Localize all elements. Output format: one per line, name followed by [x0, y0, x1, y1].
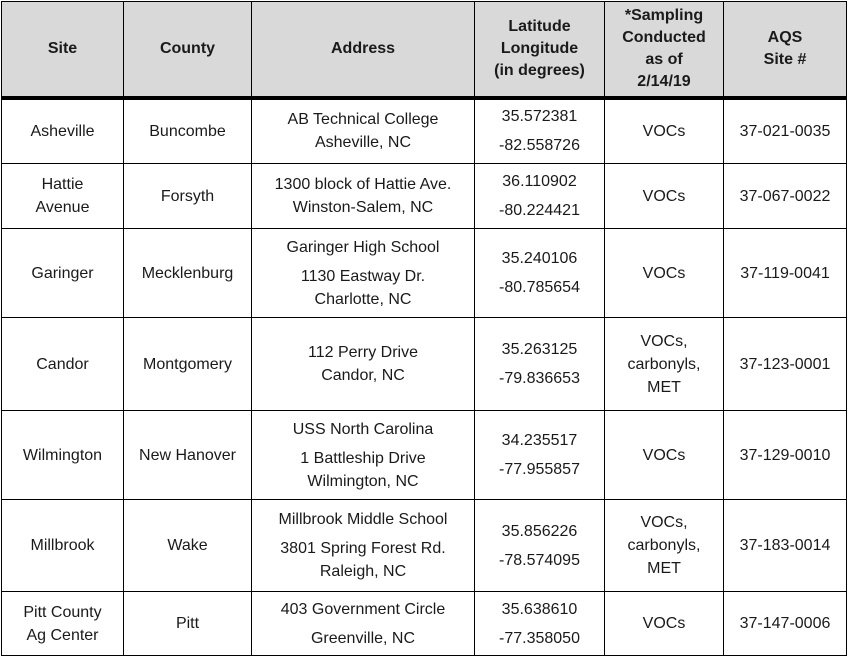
sampling-cell — [605, 500, 724, 592]
sampling-item: VOCs — [642, 446, 686, 464]
sampling-item: VOCs — [642, 615, 686, 632]
header-site: Site — [2, 2, 124, 98]
address-line: 403 Government Circle — [280, 600, 446, 618]
header-sampling — [605, 2, 724, 98]
longitude: -77.955857 — [499, 461, 580, 478]
latitude: 34.235517 — [501, 432, 578, 449]
coordinates-cell — [475, 164, 605, 229]
coordinates-cell — [475, 318, 605, 411]
site-cell — [2, 229, 124, 318]
site-name: Avenue — [35, 199, 90, 216]
sampling-item: MET — [647, 378, 681, 396]
county-cell: Buncombe — [124, 98, 252, 164]
site-name: Ag Center — [26, 626, 99, 644]
header-lat-lon — [475, 2, 605, 98]
address-line: 1130 Eastway Dr. — [300, 267, 426, 285]
site-cell — [2, 98, 124, 164]
county-cell: Mecklenburg — [124, 229, 252, 318]
latitude: 36.110902 — [502, 173, 577, 190]
latitude: 35.638610 — [501, 600, 578, 618]
site-cell — [2, 164, 124, 229]
table-row — [2, 592, 847, 656]
sampling-cell — [605, 411, 724, 500]
address-line: Candor, NC — [321, 367, 405, 384]
sampling-item: carbonyls, — [627, 355, 701, 373]
longitude: -82.558726 — [499, 137, 580, 155]
sampling-item: VOCs — [642, 122, 686, 140]
aqs-cell: 37-119-0041 — [724, 229, 847, 318]
site-name: Pitt County — [23, 603, 102, 621]
site-name: Millbrook — [30, 537, 95, 554]
header-row — [2, 2, 847, 98]
address-line: Asheville, NC — [314, 134, 412, 152]
longitude: -77.358050 — [499, 629, 580, 647]
county-cell: Montgomery — [124, 318, 252, 411]
sampling-cell — [605, 98, 724, 164]
sampling-item: VOCs, — [640, 332, 688, 350]
table-row — [2, 229, 847, 318]
address-cell — [252, 500, 475, 592]
header-sampling-line: 2/14/19 — [637, 72, 691, 90]
address-line: 1 Battleship Drive — [300, 449, 426, 467]
latitude: 35.240106 — [501, 250, 578, 267]
header-address: Address — [252, 2, 475, 98]
header-aqs-line: AQS — [767, 28, 803, 46]
address-line: Raleigh, NC — [319, 563, 407, 580]
coordinates-cell — [475, 98, 605, 164]
site-cell — [2, 500, 124, 592]
site-cell — [2, 592, 124, 656]
site-name: Hattie — [41, 176, 84, 193]
sampling-cell — [605, 229, 724, 318]
aqs-cell: 37-123-0001 — [724, 318, 847, 411]
address-line: Millbrook Middle School — [278, 511, 448, 528]
aqs-cell: 37-067-0022 — [724, 164, 847, 229]
county-cell: Forsyth — [124, 164, 252, 229]
header-county: County — [124, 2, 252, 98]
site-cell — [2, 318, 124, 411]
header-sampling-line: as of — [645, 50, 683, 68]
county-cell: Pitt — [124, 592, 252, 656]
header-lat-lon-line: Longitude — [500, 39, 579, 57]
aqs-cell: 37-183-0014 — [724, 500, 847, 592]
latitude: 35.263125 — [501, 341, 578, 358]
table-header — [2, 2, 847, 98]
address-cell — [252, 229, 475, 318]
header-sampling-line: Conducted — [622, 28, 706, 46]
address-line: 112 Perry Drive — [308, 344, 418, 361]
site-name: Asheville — [30, 122, 95, 140]
address-line: USS North Carolina — [292, 420, 434, 438]
address-cell — [252, 592, 475, 656]
table-row — [2, 318, 847, 411]
header-lat-lon-line: (in degrees) — [494, 61, 585, 79]
header-aqs — [724, 2, 847, 98]
site-name: Wilmington — [22, 446, 103, 464]
coordinates-cell — [475, 229, 605, 318]
coordinates-cell — [475, 500, 605, 592]
address-cell — [252, 318, 475, 411]
address-line: Garinger High School — [286, 238, 440, 256]
address-line: 3801 Spring Forest Rd. — [280, 540, 446, 557]
sampling-cell — [605, 164, 724, 229]
site-name: Garinger — [31, 264, 94, 282]
address-line: 1300 block of Hattie Ave. — [274, 176, 452, 193]
header-aqs-line: Site # — [763, 50, 807, 68]
sampling-item: VOCs, — [640, 514, 688, 531]
sampling-item: VOCs — [642, 187, 686, 205]
longitude: -80.785654 — [499, 279, 580, 296]
address-line: Wilmington, NC — [307, 472, 419, 490]
address-line: Winston-Salem, NC — [292, 199, 434, 216]
latitude: 35.572381 — [501, 108, 578, 126]
address-cell — [252, 411, 475, 500]
sampling-item: MET — [647, 560, 681, 577]
sampling-item: carbonyls, — [627, 537, 701, 554]
coordinates-cell — [475, 411, 605, 500]
aqs-cell: 37-129-0010 — [724, 411, 847, 500]
sampling-cell — [605, 592, 724, 656]
longitude: -80.224421 — [499, 202, 580, 219]
monitoring-sites-table — [1, 1, 847, 656]
table-row — [2, 164, 847, 229]
table-row — [2, 411, 847, 500]
table-row — [2, 98, 847, 164]
coordinates-cell — [475, 592, 605, 656]
latitude: 35.856226 — [501, 522, 578, 540]
aqs-cell: 37-147-0006 — [724, 592, 847, 656]
sampling-item: VOCs — [642, 264, 686, 282]
county-cell: New Hanover — [124, 411, 252, 500]
sampling-cell — [605, 318, 724, 411]
site-cell — [2, 411, 124, 500]
table-row — [2, 500, 847, 592]
longitude: -78.574095 — [499, 551, 580, 569]
county-cell: Wake — [124, 500, 252, 592]
address-line: Greenville, NC — [310, 629, 416, 647]
table-body — [2, 98, 847, 656]
address-cell — [252, 98, 475, 164]
address-line: Charlotte, NC — [314, 290, 412, 308]
address-cell — [252, 164, 475, 229]
header-lat-lon-line: Latitude — [508, 17, 571, 35]
longitude: -79.836653 — [499, 370, 580, 387]
address-line: AB Technical College — [287, 111, 439, 129]
header-sampling-line: *Sampling — [624, 6, 704, 24]
aqs-cell: 37-021-0035 — [724, 98, 847, 164]
site-name: Candor — [36, 355, 89, 373]
